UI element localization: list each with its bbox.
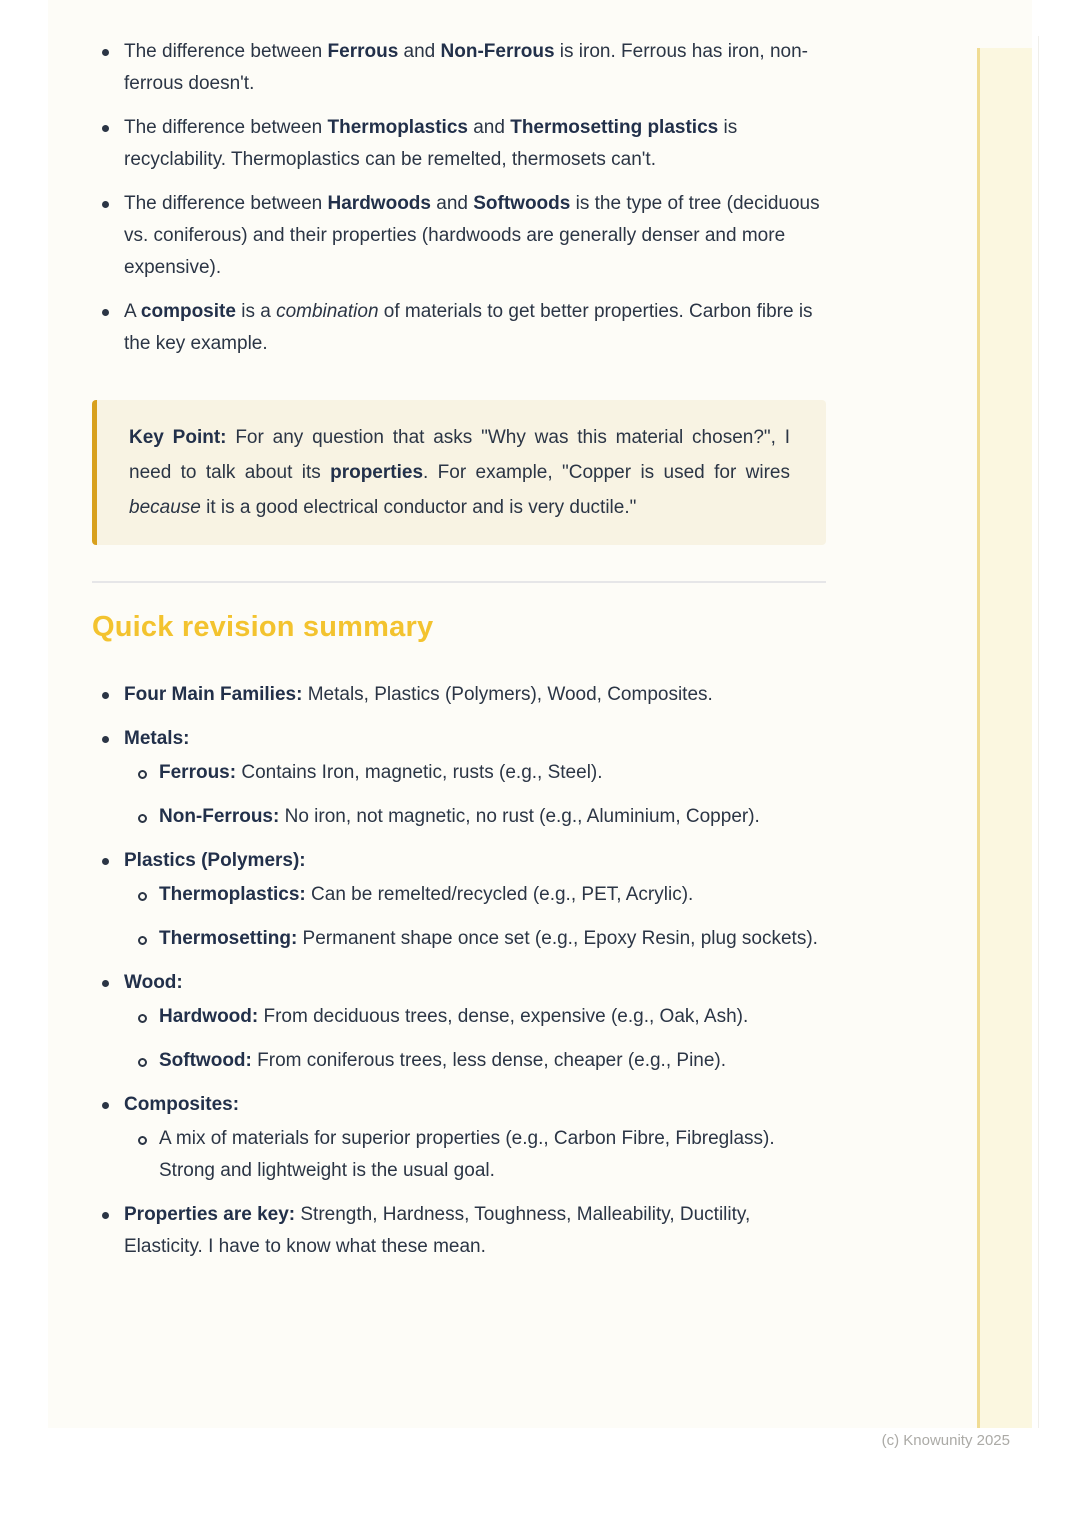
text-run: Four Main Families: [124,684,303,705]
intro-bullet-list [92,36,826,360]
text-run: Softwoods [473,193,571,214]
text-run: is the type of tree (deciduous vs. coniferous) and their properties (hardwoods are generally denser and more expensive). [124,193,820,278]
text-run: Plastics (Polymers): [124,850,306,871]
summary-bullet-list [92,679,826,1263]
text-run: Non-Ferrous: [159,806,280,827]
sub-list-item [126,757,826,789]
list-item [92,845,826,955]
text-run: and [467,117,511,138]
text-run: and [430,193,474,214]
list-item [92,296,826,360]
text-run: Hardwood: [159,1006,259,1027]
text-run: composite [140,301,236,322]
text-run: From deciduous trees, dense, expensive (e.g., Oak, Ash). [258,1006,749,1027]
list-item [92,112,826,176]
sub-list-item [126,801,826,833]
text-run: Thermoplastics: [159,884,306,905]
sub-bullet-list [126,1123,826,1187]
text-run: is recyclability. Thermoplastics can be remelted, thermosets can't. [124,117,738,170]
text-run: From coniferous trees, less dense, cheaper (e.g., Pine). [251,1050,727,1071]
text-run: . For example, "Copper is used for wires [423,462,790,483]
text-run: combination [276,301,379,322]
text-run: Thermosetting: [159,928,298,949]
text-run: No iron, not magnetic, no rust (e.g., Aluminium, Copper). [279,806,760,827]
sub-bullet-list [126,1001,826,1077]
text-run: properties [330,462,424,483]
text-run: The difference between [124,41,328,62]
text-run: because [129,497,201,518]
text-run: Thermosetting plastics [510,117,719,138]
text-run: Non-Ferrous [440,41,555,62]
text-run: Composites: [124,1094,240,1115]
text-run: and [398,41,441,62]
sub-list-item [126,1123,826,1187]
text-run: The difference between [124,117,328,138]
section-heading: Quick revision summary [92,611,434,643]
text-run: is a [235,301,277,322]
page-edge-line [1038,36,1039,1428]
text-run: Metals: [124,728,190,749]
list-item [92,967,826,1077]
list-item [92,188,826,284]
section-divider [92,581,826,583]
text-run: Strength, Hardness, Toughness, Malleability, Ductility, Elasticity. I have to know what these mean. [124,1204,751,1257]
sub-list-item [126,1001,826,1033]
list-item [92,1089,826,1187]
text-run: Ferrous [327,41,399,62]
text-run: Hardwoods [327,193,431,214]
text-run: of materials to get better properties. Carbon fibre is the key example. [124,301,813,354]
list-item [92,1199,826,1263]
text-run: Properties are key: [124,1204,296,1225]
copyright-footer: (c) Knowunity 2025 [881,1432,1010,1449]
text-run: it is a good electrical conductor and is very ductile." [200,497,637,518]
text-run: The difference between [124,193,328,214]
text-run: A mix of materials for superior properties (e.g., Carbon Fibre, Fibreglass). Strong and lightweight is the usual goal. [159,1128,775,1181]
text-run: Contains Iron, magnetic, rusts (e.g., Steel). [236,762,603,783]
key-point-callout [92,400,826,545]
sub-bullet-list [126,757,826,833]
sub-list-item [126,1045,826,1077]
key-point-text [129,420,790,525]
sub-list-item [126,923,826,955]
right-margin-stripe [977,48,1032,1428]
list-item [92,679,826,711]
notes-page [48,0,1032,1428]
text-run: is iron. Ferrous has iron, non-ferrous doesn't. [124,41,808,94]
text-run: A [124,301,141,322]
text-run: For any question that asks "Why was this material chosen?", I need to talk about its [129,427,791,483]
sub-bullet-list [126,879,826,955]
page-content [92,36,826,1263]
text-run: Ferrous: [159,762,237,783]
text-run: Softwood: [159,1050,252,1071]
text-run: Thermoplastics [327,117,468,138]
list-item [92,723,826,833]
sub-list-item [126,879,826,911]
text-run: Can be remelted/recycled (e.g., PET, Acrylic). [305,884,694,905]
text-run: Metals, Plastics (Polymers), Wood, Composites. [302,684,713,705]
text-run: Key Point: [129,427,227,448]
list-item [92,36,826,100]
text-run: Wood: [124,972,183,993]
text-run: Permanent shape once set (e.g., Epoxy Resin, plug sockets). [297,928,818,949]
